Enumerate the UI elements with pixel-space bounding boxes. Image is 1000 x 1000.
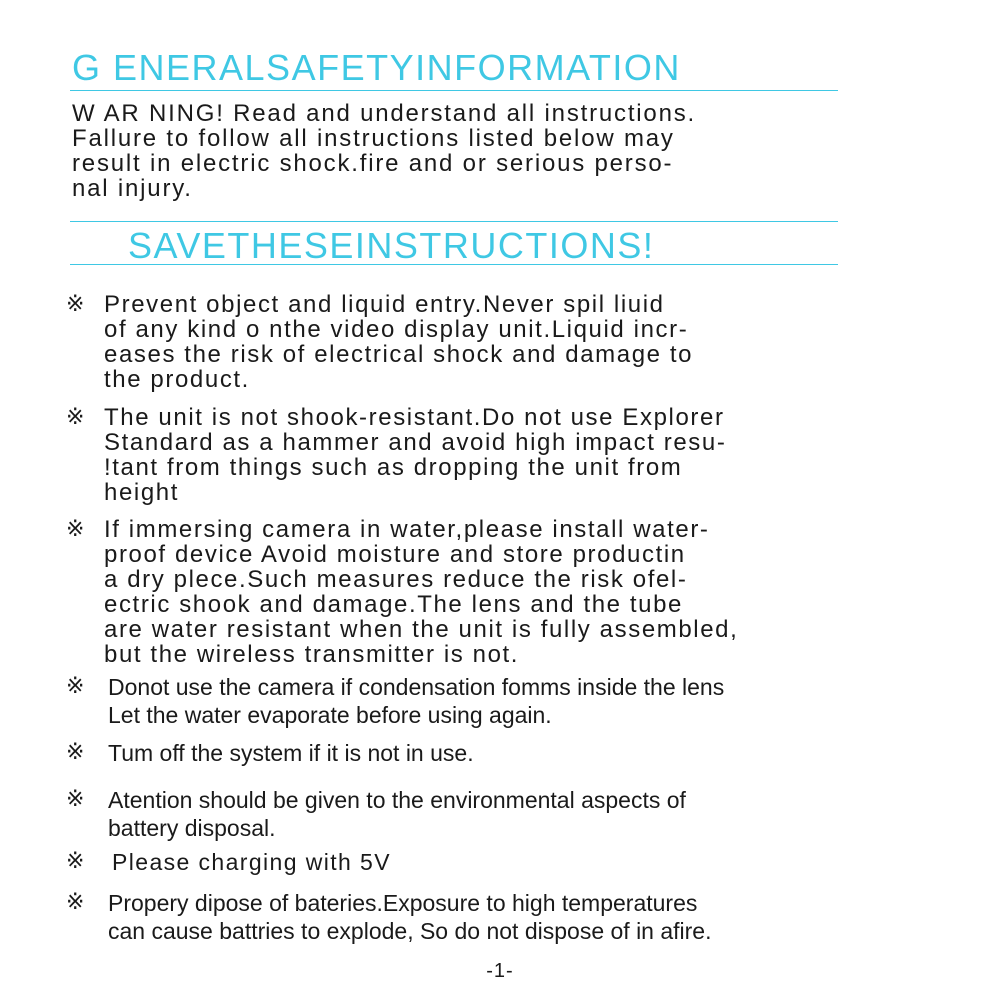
safety-item-line: proof device Avoid moisture and store productin bbox=[104, 541, 686, 568]
safety-item-text bbox=[104, 517, 738, 667]
safety-item-text bbox=[108, 739, 474, 767]
safety-item-line: Standard as a hammer and avoid high impact resu- bbox=[104, 429, 727, 456]
safety-item-line: Tum off the system if it is not in use. bbox=[108, 740, 474, 766]
safety-item-line: height bbox=[104, 479, 179, 506]
safety-item-line: can cause battries to explode, So do not dispose of in afire. bbox=[108, 918, 712, 944]
safety-item-line: Donot use the camera if condensation fomms inside the lens bbox=[108, 674, 725, 700]
heading-underline bbox=[70, 264, 838, 265]
page-number: -1- bbox=[486, 960, 514, 982]
safety-item-line: a dry plece.Such measures reduce the risk ofel- bbox=[104, 566, 688, 593]
warning-line: result in electric shock.fire and or serious perso- bbox=[72, 150, 674, 177]
reference-mark-icon: ※ bbox=[66, 890, 85, 915]
safety-item-text bbox=[104, 405, 726, 505]
reference-mark-icon: ※ bbox=[66, 517, 85, 542]
section-divider bbox=[70, 221, 838, 222]
reference-mark-icon: ※ bbox=[66, 740, 85, 765]
safety-item-line: Atention should be given to the environmental aspects of bbox=[108, 787, 686, 813]
safety-item-line: Prevent object and liquid entry.Never spil liuid bbox=[104, 291, 665, 318]
safety-item-line: Let the water evaporate before using again. bbox=[108, 702, 552, 728]
safety-item-line: Propery dipose of bateries.Exposure to high temperatures bbox=[108, 890, 698, 916]
save-instructions-heading: SAVETHESEINSTRUCTIONS! bbox=[128, 225, 655, 266]
reference-mark-icon: ※ bbox=[66, 405, 85, 430]
warning-line: Fallure to follow all instructions listed below may bbox=[72, 125, 675, 152]
safety-item-line: If immersing camera in water,please install water- bbox=[104, 516, 710, 543]
warning-paragraph bbox=[72, 101, 952, 201]
reference-mark-icon: ※ bbox=[66, 674, 85, 699]
safety-item-line: The unit is not shook-resistant.Do not use Explorer bbox=[104, 404, 725, 431]
reference-mark-icon: ※ bbox=[66, 292, 85, 317]
safety-item-line: eases the risk of electrical shock and damage to bbox=[104, 341, 694, 368]
safety-item-text bbox=[108, 673, 724, 729]
safety-item-line: are water resistant when the unit is fully assembled, bbox=[104, 616, 739, 643]
reference-mark-icon: ※ bbox=[66, 787, 85, 812]
safety-item-text bbox=[104, 292, 693, 392]
reference-mark-icon: ※ bbox=[66, 849, 85, 874]
warning-line: nal injury. bbox=[72, 175, 193, 202]
safety-item-line: ectric shook and damage.The lens and the tube bbox=[104, 591, 683, 618]
safety-item-text bbox=[108, 889, 712, 945]
safety-item-line: !tant from things such as dropping the unit from bbox=[104, 454, 683, 481]
safety-item-line: battery disposal. bbox=[108, 815, 276, 841]
heading-underline bbox=[70, 90, 838, 91]
safety-item-line: of any kind o nthe video display unit.Liquid incr- bbox=[104, 316, 689, 343]
safety-item-text bbox=[112, 848, 391, 876]
warning-line: W AR NING! Read and understand all instructions. bbox=[72, 100, 696, 127]
safety-item-text bbox=[108, 786, 686, 842]
safety-item-line: the product. bbox=[104, 366, 250, 393]
safety-item-line: Please charging with 5V bbox=[112, 849, 391, 875]
safety-item-line: but the wireless transmitter is not. bbox=[104, 641, 520, 668]
general-safety-heading: G ENERALSAFETYINFORMATION bbox=[72, 47, 681, 88]
